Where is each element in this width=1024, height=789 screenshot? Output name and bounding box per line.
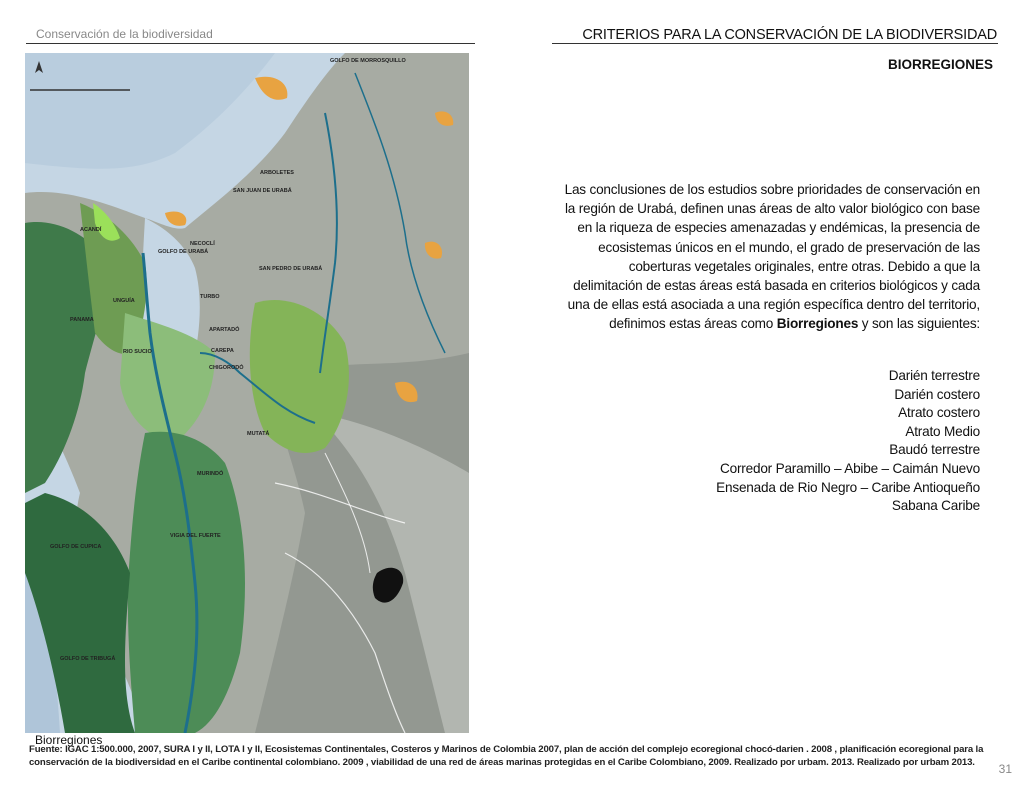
label-carepa: CAREPA [211,348,234,354]
header-right-title: CRITERIOS PARA LA CONSERVACIÓN DE LA BIODIVERSIDAD [582,27,997,43]
label-turbo: TURBO [200,294,220,300]
label-golfo-morrosquillo: GOLFO DE MORROSQUILLO [330,58,406,64]
list-item: Corredor Paramillo – Abibe – Caimán Nuevo [719,460,980,476]
list-item: Sabana Caribe [891,498,980,514]
page-number: 31 [998,762,1012,776]
label-vigia: VIGIA DEL FUERTE [170,533,221,539]
label-golfo-cupica: GOLFO DE CUPICA [50,544,102,550]
label-chigorodo: CHIGORODÓ [209,365,244,371]
label-san-pedro: SAN PEDRO DE URABÁ [259,266,323,272]
list-item: Ensenada de Rio Negro – Caribe Antioqueño [716,479,980,495]
label-san-juan: SAN JUAN DE URABÁ [233,188,292,194]
label-apartado: APARTADÓ [209,327,240,333]
label-murindo: MURINDÓ [197,471,224,477]
label-rio-sucio: RIO SUCIO [123,349,152,355]
header-left-title: Conservación de la biodiversidad [36,27,213,41]
header-right-rule [552,43,998,44]
intro-text-after: y son las siguientes: [858,316,980,332]
region-atrato-medio [128,432,245,733]
label-golfo-uraba: GOLFO DE URABÁ [158,249,209,255]
map-caption: Biorregiones [35,733,103,747]
list-item: Darién terrestre [888,368,980,383]
intro-paragraph [560,180,980,334]
list-item: Atrato costero [898,405,980,421]
label-acandi: ACANDÍ [80,227,102,233]
bioregions-list [600,367,980,516]
label-panama: PANAMA [70,317,94,323]
intro-bold-term: Biorregiones [776,316,859,332]
list-item: Darién costero [894,386,980,402]
label-arboletes: ARBOLETES [260,170,294,176]
source-note: Fuente: IGAC 1:500.000, 2007, SURA I y II, LOTA I y II, Ecosistemas Continentales, Costeros y Marinos de Colombia 2007, plan de acción del complejo ecoregional chocó-darien . 2008 , planificación ecoregional para la conservación de la biodiversidad en el Caribe continental colombiano. 2009 , viabilidad de una red de áreas marinas protegidas en el Caribe Colombiano, 2009. Realizado por urbam. 2013. Realizado por urbam 2013. [29,744,984,768]
header-left-rule [26,43,475,44]
label-necocli: NECOCLÍ [190,241,215,247]
bioregions-map [25,53,469,733]
list-item: Baudó terrestre [889,442,980,458]
label-golfo-tribuga: GOLFO DE TRIBUGÁ [60,656,116,662]
label-mutata: MUTATÁ [247,431,270,437]
section-title: BIORREGIONES [887,57,993,72]
list-item: Atrato Medio [905,423,980,439]
label-unguia: UNGUÍA [113,298,135,304]
intro-text-before: Las conclusiones de los estudios sobre prioridades de conservación en la región de Urabá, definen unas áreas de alto valor biológico con base en la riqueza de especies amenazadas y endémicas, la presencia de ecosistemas únicos en el mundo, el grado de preservación de las coberturas vegetales originales, entre otras. Debido a que la delimitación de estas áreas está basada en criterios biológicos y cada una de ellas está asociada a una región específica dentro del territorio, definimos estas áreas como [564,182,980,332]
